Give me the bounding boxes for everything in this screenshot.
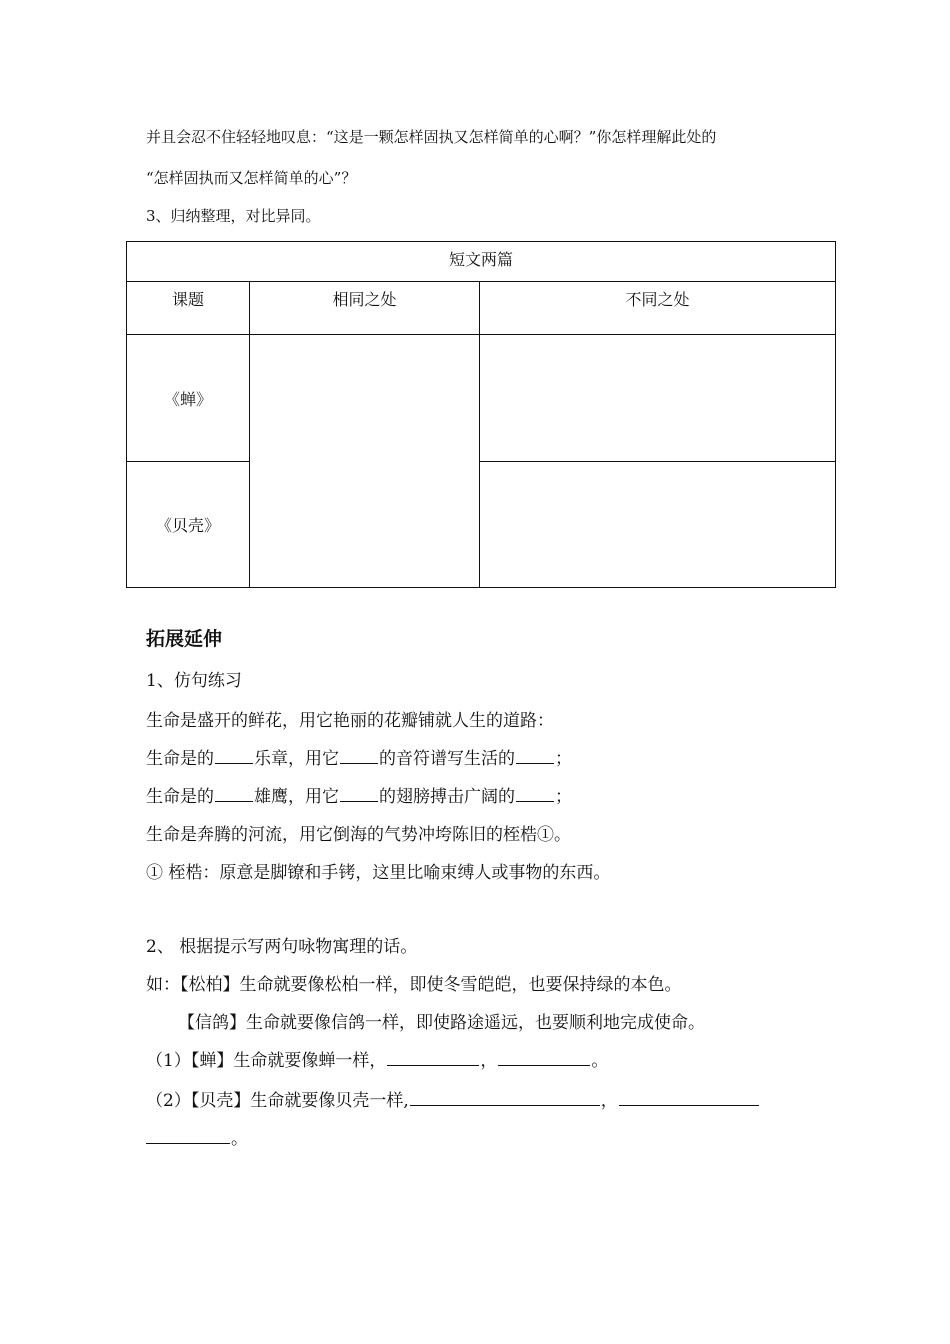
example-pine: 如：【松柏】生命就要像松柏一样，即使冬雪皑皑，也要保持绿的本色。 — [146, 975, 682, 995]
blank-1a[interactable] — [215, 747, 253, 764]
item-1-title: 1、仿句练习 — [146, 671, 242, 691]
header-differences: 不同之处 — [480, 282, 836, 335]
blank-1b[interactable] — [340, 747, 378, 764]
blank-cicada-1[interactable] — [387, 1049, 479, 1066]
differences-cicada-cell[interactable] — [480, 335, 836, 462]
row-title-cicada: 《蝉》 — [127, 335, 250, 462]
header-topic: 课题 — [127, 282, 250, 335]
question-line-2: “怎样固执而又怎样简单的心”？ — [146, 169, 357, 187]
blank-2c[interactable] — [516, 785, 554, 802]
practice-shell-continuation: 。 — [146, 1124, 248, 1149]
blank-shell-2[interactable] — [619, 1089, 759, 1106]
blank-2a[interactable] — [215, 785, 253, 802]
practice-shell: （2）【贝壳】生命就要像贝壳一样, ， — [146, 1086, 760, 1111]
item-3-instruction: 3、归纳整理，对比异同。 — [146, 207, 321, 225]
blank-cicada-2[interactable] — [498, 1049, 590, 1066]
footnote: ① 桎梏：原意是脚镣和手铐，这里比喻束缚人或事物的东西。 — [146, 863, 611, 883]
example-pigeon: 【信鸽】生命就要像信鸽一样，即使路途遥远，也要顺利地完成使命。 — [178, 1013, 705, 1033]
comparison-table — [126, 241, 836, 588]
imitation-sentence-2: 生命是的 雄鹰，用它 的翅膀搏击广阔的 ； — [146, 787, 572, 807]
imitation-sentence-1: 生命是的 乐章，用它 的音符谱写生活的 ； — [146, 749, 572, 769]
blank-2b[interactable] — [340, 785, 378, 802]
header-similarities: 相同之处 — [250, 282, 480, 335]
example-sentence: 生命是盛开的鲜花，用它艳丽的花瓣铺就人生的道路： — [146, 711, 554, 731]
blank-shell-3[interactable] — [146, 1127, 230, 1144]
blank-shell-1[interactable] — [410, 1089, 600, 1106]
section-title-extension: 拓展延伸 — [146, 628, 223, 650]
differences-shell-cell[interactable] — [480, 462, 836, 588]
example-sentence-river: 生命是奔腾的河流，用它倒海的气势冲垮陈旧的桎梏①。 — [146, 825, 571, 845]
table-caption: 短文两篇 — [127, 242, 836, 282]
similarities-answer-cell[interactable] — [250, 335, 480, 588]
practice-cicada: （1）【蝉】生命就要像蝉一样， ， 。 — [146, 1051, 609, 1071]
blank-1c[interactable] — [516, 747, 554, 764]
question-line-1: 并且会忍不住轻轻地叹息：“这是一颗怎样固执又怎样简单的心啊？”你怎样理解此处的 — [146, 128, 717, 146]
item-2-title: 2、 根据提示写两句咏物寓理的话。 — [146, 937, 418, 957]
row-title-shell: 《贝壳》 — [127, 462, 250, 588]
